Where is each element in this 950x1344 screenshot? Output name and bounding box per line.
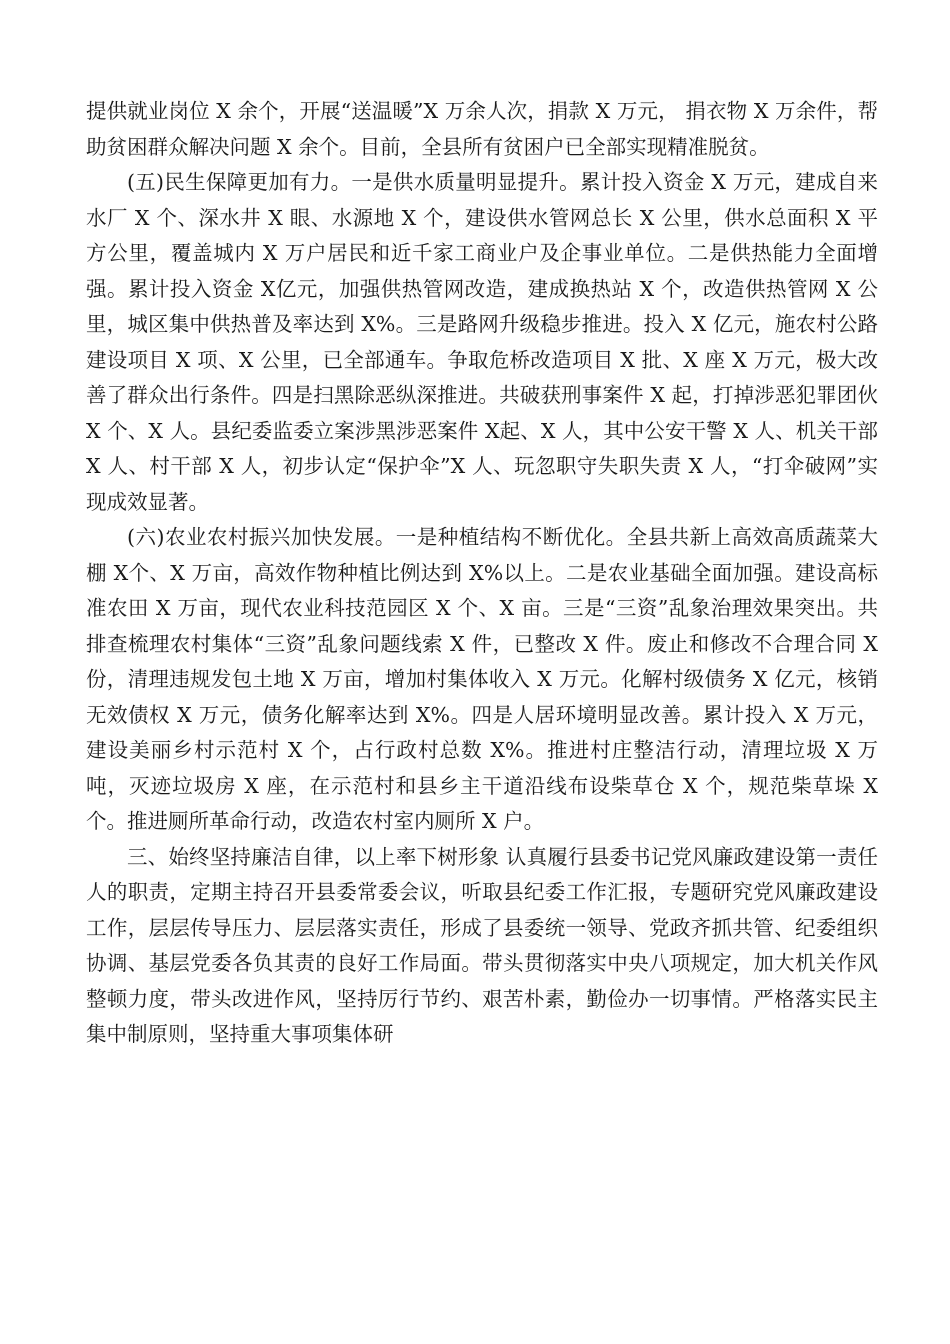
paragraph-rural-revitalization: (六)农业农村振兴加快发展。一是种植结构不断优化。全县共新上高效高质蔬菜大棚 X个、X 万亩，高效作物种植比例达到 X%以上。二是农业基础全面加强。建设高标准农田 X 万亩，现代农业科技范园区 X 个、X 亩。三是“三资”乱象治理效果突出。共排查梳理农村集体“三资”乱象问题线索 X 件，已整改 X 件。废止和修改不合理合同 X 份，清理违规发包土地 X 万亩，增加村集体收入 X 万元。化解村级债务 X 亿元，核销无效债权 X 万元，债务化解率达到 X%。四是人居环境明显改善。累计投入 X 万元，建设美丽乡村示范村 X 个，占行政村总数 X%。推进村庄整洁行动，清理垃圾 X 万吨，灭迹垃圾房 X 座，在示范村和县乡主干道沿线布设柴草仓 X 个，规范柴草垛 X 个。推进厕所革命行动，改造农村室内厕所 X 户。: [86, 525, 878, 833]
paragraph-integrity-self-discipline: 三、始终坚持廉洁自律，以上率下树形象 认真履行县委书记党风廉政建设第一责任人的职责，定期主持召开县委常委会议，听取县纪委工作汇报，专题研究党风廉政建设工作，层层传导压力、层层落实责任，形成了县委统一领导、党政齐抓共管、纪委组织协调、基层党委各负其责的良好工作局面。带头贯彻落实中央八项规定，加大机关作风整顿力度，带头改进作风，坚持厉行节约、艰苦朴素，勤俭办一切事情。严格落实民主集中制原则，坚持重大事项集体研: [86, 844, 878, 1046]
document-body: [86, 94, 878, 1053]
paragraph-livelihood-security: (五)民生保障更加有力。一是供水质量明显提升。累计投入资金 X 万元，建成自来水厂 X 个、深水井 X 眼、水源地 X 个，建设供水管网总长 X 公里，供水总面积 X 平方公里，覆盖城内 X 万户居民和近千家工商业户及企事业单位。二是供热能力全面增强。累计投入资金 X亿元，加强供热管网改造，建成换热站 X 个，改造供热管网 X 公里，城区集中供热普及率达到 X%。三是路网升级稳步推进。投入 X 亿元，施农村公路建设项目 X 项、X 公里，已全部通车。争取危桥改造项目 X 批、X 座 X 万元，极大改善了群众出行条件。四是扫黑除恶纵深推进。共破获刑事案件 X 起，打掉涉恶犯罪团伙 X 个、X 人。县纪委监委立案涉黑涉恶案件 X起、X 人，其中公安干警 X 人、机关干部 X 人、村干部 X 人，初步认定“保护伞”X 人、玩忽职守失职失责 X 人，“打伞破网”实现成效显著。: [86, 170, 878, 514]
paragraph-poverty-relief: 提供就业岗位 X 余个，开展“送温暖”X 万余人次，捐款 X 万元， 捐衣物 X 万余件，帮助贫困群众解决问题 X 余个。目前，全县所有贫困户已全部实现精准脱贫。: [86, 99, 878, 159]
